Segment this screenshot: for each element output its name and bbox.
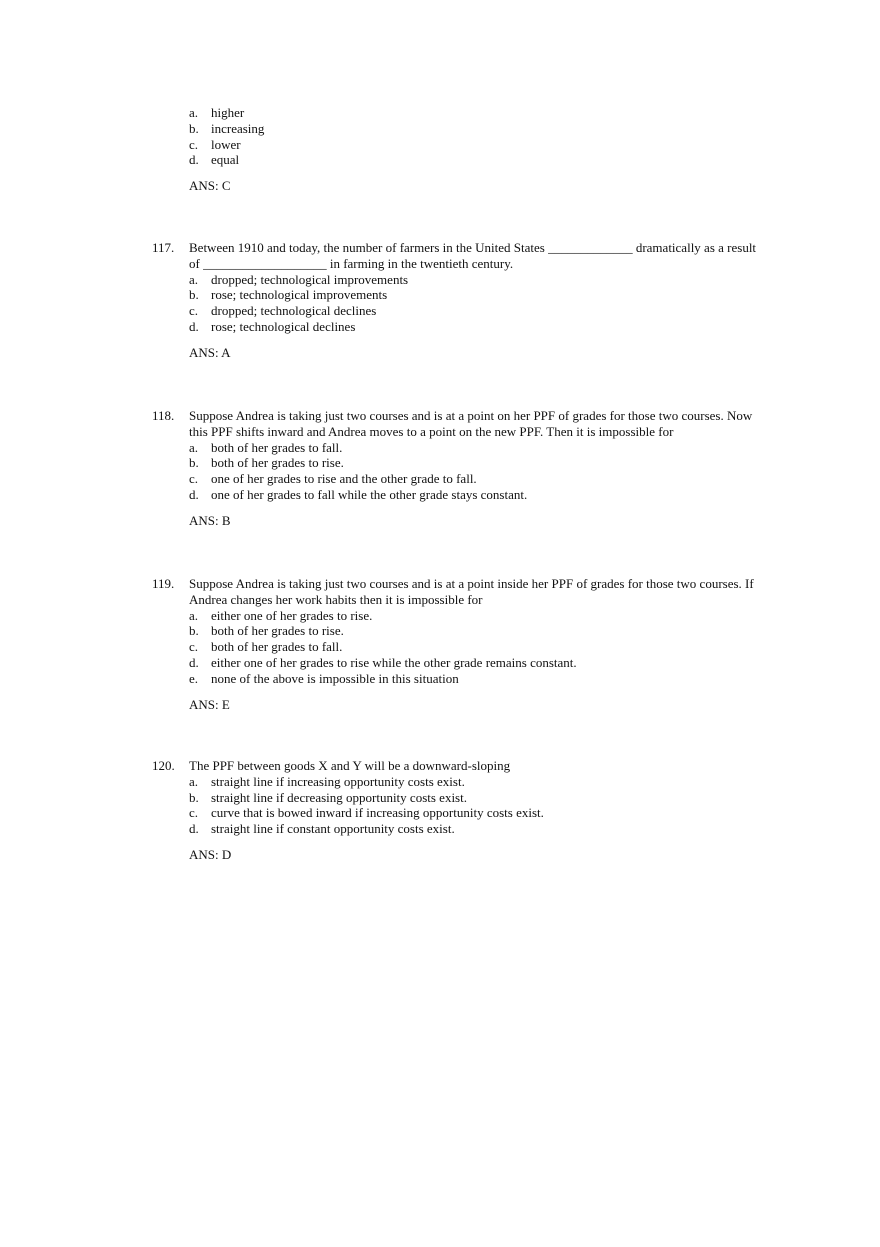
option-text: straight line if increasing opportunity costs exist. [211, 773, 465, 789]
option-text: one of her grades to fall while the other grade stays constant. [211, 486, 528, 502]
answer-option [152, 152, 762, 168]
answer-option [152, 455, 762, 471]
question-number: 119. [152, 576, 175, 591]
option-text: lower [211, 136, 241, 152]
option-letter: c. [189, 805, 199, 821]
answer-option [152, 105, 762, 121]
option-letter: d. [189, 486, 199, 502]
answer-key: ANS: E [189, 696, 230, 712]
option-letter: d. [189, 152, 199, 168]
option-letter: d. [189, 821, 199, 837]
answer-option [152, 440, 762, 456]
answer-option [152, 471, 762, 487]
option-text: dropped; technological improvements [211, 271, 409, 287]
option-text: both of her grades to fall. [211, 639, 343, 655]
answer-option [152, 303, 762, 319]
option-letter: a. [189, 607, 199, 623]
answer-option [152, 805, 762, 821]
question-text: Suppose Andrea is taking just two courses and is at a point inside her PPF of grades for those two courses. If Andrea changes her work habits then it is impossible for [189, 576, 754, 607]
option-letter: a. [189, 773, 199, 789]
question-block [152, 240, 762, 361]
answer-option [152, 821, 762, 837]
question-stem [152, 576, 762, 608]
option-letter: b. [189, 287, 199, 303]
option-letter: d. [189, 318, 199, 334]
option-letter: c. [189, 136, 199, 152]
option-text: straight line if decreasing opportunity costs exist. [211, 789, 467, 805]
option-text: one of her grades to rise and the other grade to fall. [211, 471, 477, 487]
answer-option [152, 137, 762, 153]
option-letter: b. [189, 455, 199, 471]
question-block [152, 758, 762, 863]
option-text: curve that is bowed inward if increasing opportunity costs exist. [211, 805, 544, 821]
answer-option [152, 608, 762, 624]
answer-key: ANS: B [189, 512, 231, 528]
question-text: Suppose Andrea is taking just two courses and is at a point on her PPF of grades for those two courses. Now this PPF shifts inward and Andrea moves to a point on the new PPF. Then it is impossible for [189, 408, 753, 439]
option-text: both of her grades to rise. [211, 455, 344, 471]
option-text: increasing [211, 120, 265, 136]
option-text: none of the above is impossible in this situation [211, 670, 459, 686]
answer-option [152, 639, 762, 655]
option-letter: a. [189, 271, 199, 287]
answer-option [152, 319, 762, 335]
answer-option [152, 655, 762, 671]
question-number: 117. [152, 240, 175, 255]
option-letter: a. [189, 105, 199, 120]
option-letter: c. [189, 639, 199, 655]
answer-option [152, 121, 762, 137]
answer-option [152, 487, 762, 503]
answer-option [152, 287, 762, 303]
answer-key: ANS: C [189, 178, 231, 194]
answer-option [152, 623, 762, 639]
question-block [152, 408, 762, 529]
answer-option [152, 790, 762, 806]
question-text: Between 1910 and today, the number of farmers in the United States _____________ dramatically as a result of ___________________ in farming in the twentieth century. [189, 240, 757, 271]
option-letter: d. [189, 654, 199, 670]
answer-option [152, 774, 762, 790]
answer-key: ANS: D [189, 846, 232, 862]
option-text: either one of her grades to rise while the other grade remains constant. [211, 654, 577, 670]
option-text: straight line if constant opportunity costs exist. [211, 821, 455, 837]
question-block [152, 105, 762, 194]
option-letter: c. [189, 471, 199, 487]
option-letter: c. [189, 303, 199, 319]
question-number: 118. [152, 408, 175, 423]
option-letter: b. [189, 789, 199, 805]
question-number: 120. [152, 758, 175, 773]
option-text: rose; technological improvements [211, 287, 388, 303]
option-text: dropped; technological declines [211, 303, 377, 319]
question-stem [152, 240, 762, 272]
option-letter: a. [189, 439, 199, 455]
answer-option [152, 272, 762, 288]
question-stem [152, 408, 762, 440]
option-text: rose; technological declines [211, 318, 356, 334]
answer-option [152, 671, 762, 687]
option-text: both of her grades to fall. [211, 439, 343, 455]
option-text: equal [211, 152, 240, 168]
option-letter: b. [189, 623, 199, 639]
question-block [152, 576, 762, 712]
question-stem [152, 758, 762, 774]
option-letter: e. [189, 670, 199, 686]
answer-key: ANS: A [189, 344, 231, 360]
question-text: The PPF between goods X and Y will be a downward-sloping [189, 758, 511, 773]
option-letter: b. [189, 120, 199, 136]
option-text: both of her grades to rise. [211, 623, 344, 639]
option-text: either one of her grades to rise. [211, 607, 373, 623]
option-text: higher [211, 105, 245, 120]
